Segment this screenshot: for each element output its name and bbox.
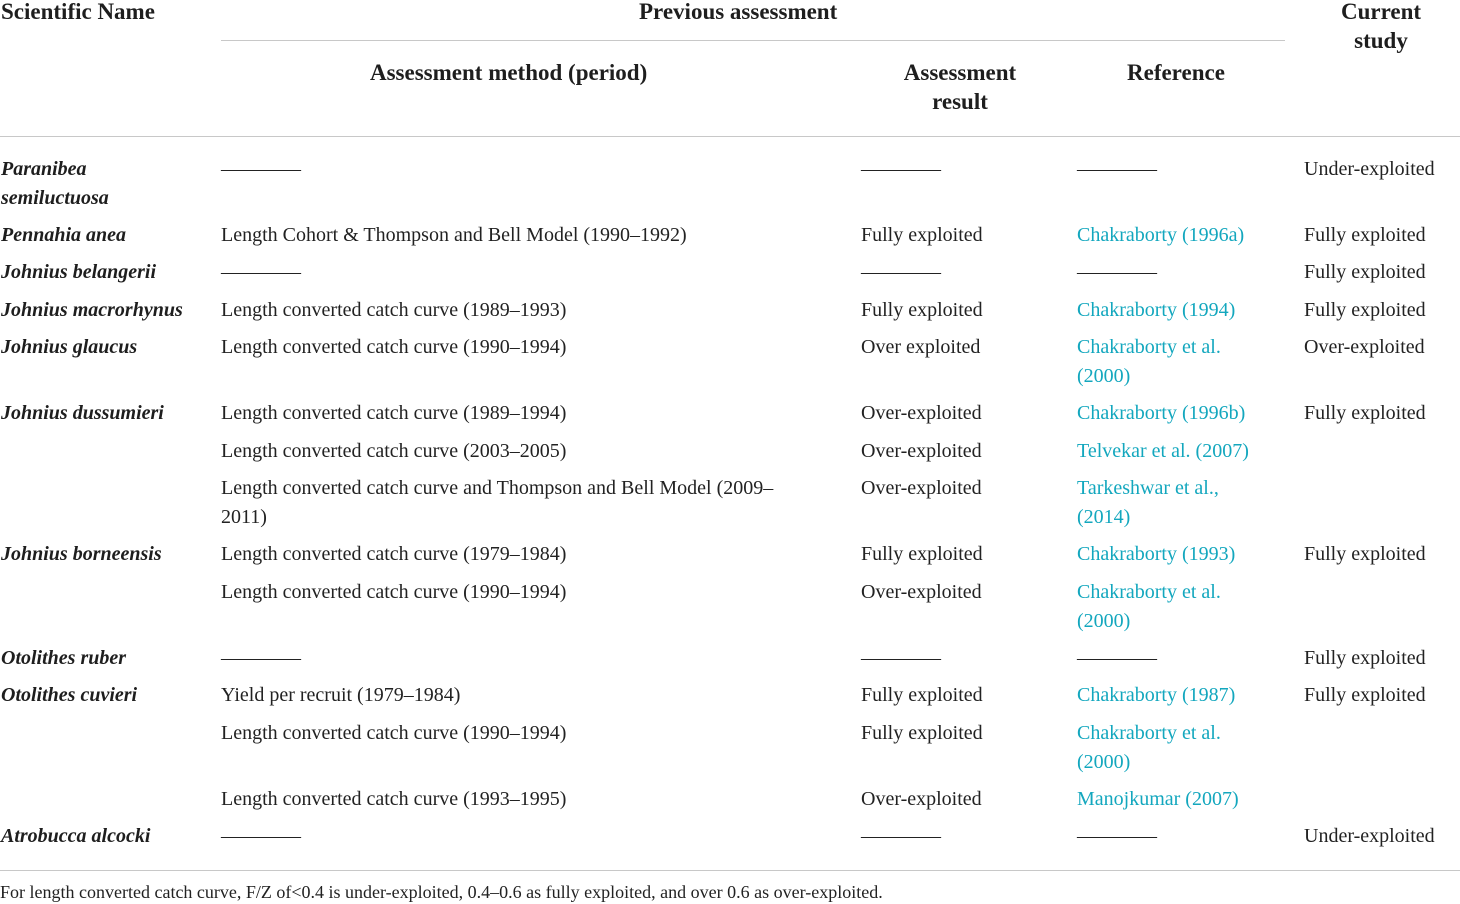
species-name: Otolithes ruber	[1, 647, 127, 669]
method-cell: Length converted catch curve (1990–1994)	[221, 336, 567, 358]
method-cell: Length converted catch curve (1989–1994)	[221, 402, 567, 424]
header-previous-assessment: Previous assessment	[639, 0, 838, 24]
header-reference: Reference	[1127, 60, 1225, 85]
species-name: Johnius macrorhynus	[1, 299, 183, 321]
header-current-study-line2: study	[1354, 28, 1408, 53]
reference-line: Chakraborty et al.	[1077, 722, 1221, 744]
table-bottom-rule	[0, 870, 1460, 871]
reference-line: Tarkeshwar et al.,	[1077, 477, 1219, 499]
reference-line: (2000)	[1077, 610, 1131, 632]
header-current-study	[1300, 0, 1460, 55]
method-cell: ————	[221, 825, 301, 847]
reference-cell: ————	[1077, 158, 1157, 180]
header-method: Assessment method (period)	[370, 60, 648, 85]
species-name	[1, 155, 109, 213]
current-study-cell: Fully exploited	[1304, 224, 1426, 246]
method-line: Length converted catch curve and Thompson and Bell Model (2009–	[221, 477, 774, 499]
header-result	[870, 58, 1050, 116]
method-cell: ————	[221, 158, 301, 180]
species-name: Johnius belangerii	[1, 261, 157, 283]
result-cell: Over exploited	[861, 336, 981, 358]
reference-link[interactable]: Chakraborty (1994)	[1077, 299, 1236, 321]
current-study-cell: Under-exploited	[1304, 158, 1435, 180]
species-name: Johnius borneensis	[1, 543, 162, 565]
reference-link[interactable]: Chakraborty (1996b)	[1077, 402, 1246, 424]
reference-line: (2014)	[1077, 506, 1131, 528]
current-study-cell: Over-exploited	[1304, 336, 1425, 358]
result-cell: Fully exploited	[861, 722, 983, 744]
current-study-cell: Fully exploited	[1304, 647, 1426, 669]
result-cell: Fully exploited	[861, 543, 983, 565]
reference-link[interactable]: Telvekar et al. (2007)	[1077, 440, 1249, 462]
result-cell: Over-exploited	[861, 477, 982, 499]
header-current-study-line1: Current	[1340, 0, 1422, 24]
current-study-cell: Fully exploited	[1304, 543, 1426, 565]
reference-cell: ————	[1077, 647, 1157, 669]
result-cell: ————	[861, 261, 941, 283]
reference-link[interactable]: Manojkumar (2007)	[1077, 788, 1239, 810]
reference-line: (2000)	[1077, 751, 1131, 773]
result-cell: Fully exploited	[861, 684, 983, 706]
method-cell: Length converted catch curve (2003–2005)	[221, 440, 567, 462]
reference-line: Chakraborty et al.	[1077, 581, 1221, 603]
reference-link[interactable]	[1077, 719, 1221, 777]
reference-cell: ————	[1077, 261, 1157, 283]
method-cell: ————	[221, 647, 301, 669]
header-result-line1: Assessment	[903, 60, 1017, 85]
method-cell: Length converted catch curve (1989–1993)	[221, 299, 567, 321]
reference-link[interactable]	[1077, 474, 1219, 532]
current-study-cell: Fully exploited	[1304, 299, 1426, 321]
current-study-cell: Fully exploited	[1304, 402, 1426, 424]
result-cell: ————	[861, 825, 941, 847]
method-cell: Length converted catch curve (1993–1995)	[221, 788, 567, 810]
result-cell: Over-exploited	[861, 440, 982, 462]
result-cell: Over-exploited	[861, 788, 982, 810]
header-result-line2: result	[932, 89, 988, 114]
method-cell: Length converted catch curve (1990–1994)	[221, 581, 567, 603]
header-bottom-rule	[0, 136, 1460, 137]
result-cell: Fully exploited	[861, 224, 983, 246]
method-cell: Length Cohort & Thompson and Bell Model (1990–1992)	[221, 224, 687, 246]
reference-link[interactable]: Chakraborty (1996a)	[1077, 224, 1245, 246]
species-name-line: Paranibea	[1, 158, 87, 180]
method-cell: Length converted catch curve (1979–1984)	[221, 543, 567, 565]
reference-link[interactable]	[1077, 578, 1221, 636]
reference-cell: ————	[1077, 825, 1157, 847]
result-cell: Over-exploited	[861, 402, 982, 424]
current-study-cell: Fully exploited	[1304, 261, 1426, 283]
result-cell: ————	[861, 158, 941, 180]
result-cell: Over-exploited	[861, 581, 982, 603]
reference-line: Chakraborty et al.	[1077, 336, 1221, 358]
current-study-cell: Under-exploited	[1304, 825, 1435, 847]
reference-line: (2000)	[1077, 365, 1131, 387]
reference-link[interactable]	[1077, 333, 1221, 391]
header-group-rule	[221, 40, 1285, 41]
result-cell: ————	[861, 647, 941, 669]
method-cell: ————	[221, 261, 301, 283]
header-scientific-name: Scientific Name	[1, 0, 155, 24]
species-name: Atrobucca alcocki	[1, 825, 151, 847]
result-cell: Fully exploited	[861, 299, 983, 321]
species-name: Otolithes cuvieri	[1, 684, 138, 706]
reference-link[interactable]: Chakraborty (1993)	[1077, 543, 1236, 565]
species-name: Johnius glaucus	[1, 336, 138, 358]
method-cell: Length converted catch curve (1990–1994)	[221, 722, 567, 744]
method-cell: Yield per recruit (1979–1984)	[221, 684, 461, 706]
species-name-line: semiluctuosa	[1, 187, 109, 209]
method-line: 2011)	[221, 506, 267, 528]
method-cell	[221, 474, 773, 532]
reference-link[interactable]: Chakraborty (1987)	[1077, 684, 1236, 706]
table-footnote: For length converted catch curve, F/Z of<0.4 is under-exploited, 0.4–0.6 as fully exploited, and over 0.6 as over-exploited.	[0, 882, 883, 902]
species-name: Johnius dussumieri	[1, 402, 164, 424]
species-name: Pennahia anea	[1, 224, 127, 246]
current-study-cell: Fully exploited	[1304, 684, 1426, 706]
